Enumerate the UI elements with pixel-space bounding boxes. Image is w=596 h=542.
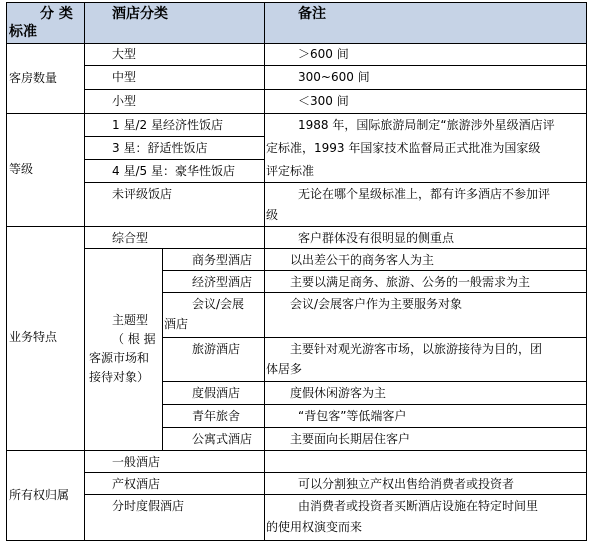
sub-hotel-type: 酒店 — [164, 317, 189, 331]
hotel-type: 大型 — [112, 47, 137, 61]
remark: 无论在哪个星级标准上，都有许多酒店不参加评 — [298, 187, 551, 201]
grid-line — [6, 43, 587, 44]
remark: 1988 年，国际旅游局制定“旅游涉外星级酒店评 — [298, 118, 555, 132]
grid-line — [264, 2, 265, 541]
grid-line — [162, 248, 163, 450]
remark: 评定标准 — [266, 164, 315, 178]
sub-hotel-type: 青年旅舍 — [192, 409, 241, 423]
hotel-type: 3 星：舒适性饭店 — [112, 141, 208, 155]
sub-hotel-type: 经济型酒店 — [192, 275, 253, 289]
category-ownership: 所有权归属 — [9, 488, 70, 502]
grid-line — [84, 2, 85, 541]
remark: 可以分割独立产权出售给消费者或投资者 — [298, 477, 515, 491]
remark: 会议/会展客户作为主要服务对象 — [290, 297, 463, 311]
remark: 主要面向长期居住客户 — [290, 432, 411, 446]
grid-line — [6, 540, 587, 541]
hotel-type: 4 星/5 星：豪华性饭店 — [112, 164, 235, 178]
category-room-count: 客房数量 — [9, 71, 58, 85]
hotel-type: 产权酒店 — [112, 477, 161, 491]
hotel-type: 未评级饭店 — [112, 187, 173, 201]
hotel-type: 分时度假酒店 — [112, 499, 185, 513]
remark: 主要以满足商务、旅游、公务的一般需求为主 — [290, 275, 531, 289]
remark: 以出差公干的商务客人为主 — [290, 253, 435, 267]
remark: 级 — [266, 208, 279, 222]
remark: 体居多 — [266, 362, 303, 376]
remark: 的使用权演变而来 — [266, 520, 363, 534]
hotel-type: 小型 — [112, 94, 137, 108]
grid-line — [586, 2, 587, 541]
header-hotel-type: 酒店分类 — [112, 6, 168, 22]
remark: 度假休闲游客为主 — [290, 386, 387, 400]
sub-hotel-type: 公寓式酒店 — [192, 432, 253, 446]
remark: “背包客”等低端客户 — [298, 409, 407, 423]
header-remarks: 备注 — [298, 6, 326, 22]
remark: ＜300 间 — [298, 94, 349, 108]
theme-type-label: 接待对象） — [89, 370, 150, 384]
grid-line — [6, 450, 587, 451]
sub-hotel-type: 度假酒店 — [192, 386, 241, 400]
grid-line — [6, 226, 587, 227]
remark: 定标准，1993 年国家技术监督局正式批准为国家级 — [266, 141, 541, 155]
sub-hotel-type: 商务型酒店 — [192, 253, 253, 267]
remark: 客户群体没有很明显的侧重点 — [298, 231, 455, 245]
sub-hotel-type: 旅游酒店 — [192, 342, 241, 356]
theme-type-label: （ 根 据 — [112, 332, 156, 346]
grid-line — [6, 2, 7, 541]
remark: 主要针对观光游客市场，以旅游接待为目的，团 — [290, 342, 543, 356]
hotel-type: 综合型 — [112, 231, 149, 245]
grid-line — [6, 2, 587, 3]
header-category-label: 标准 — [9, 24, 37, 40]
category-business: 业务特点 — [9, 330, 58, 344]
sub-hotel-type: 会议/会展 — [192, 297, 245, 311]
remark: 由消费者或投资者买断酒店设施在特定时间里 — [298, 499, 539, 513]
theme-type-label: 客源市场和 — [89, 351, 150, 365]
hotel-type: 1 星/2 星经济性饭店 — [112, 118, 223, 132]
remark: 300~600 间 — [298, 70, 370, 84]
theme-type-label: 主题型 — [112, 313, 149, 327]
remark: ＞600 间 — [298, 47, 349, 61]
category-grade: 等级 — [9, 162, 34, 176]
header-category-label: 分 类 — [40, 6, 73, 22]
header-background — [6, 2, 586, 43]
hotel-type: 一般酒店 — [112, 455, 161, 469]
hotel-type: 中型 — [112, 70, 137, 84]
